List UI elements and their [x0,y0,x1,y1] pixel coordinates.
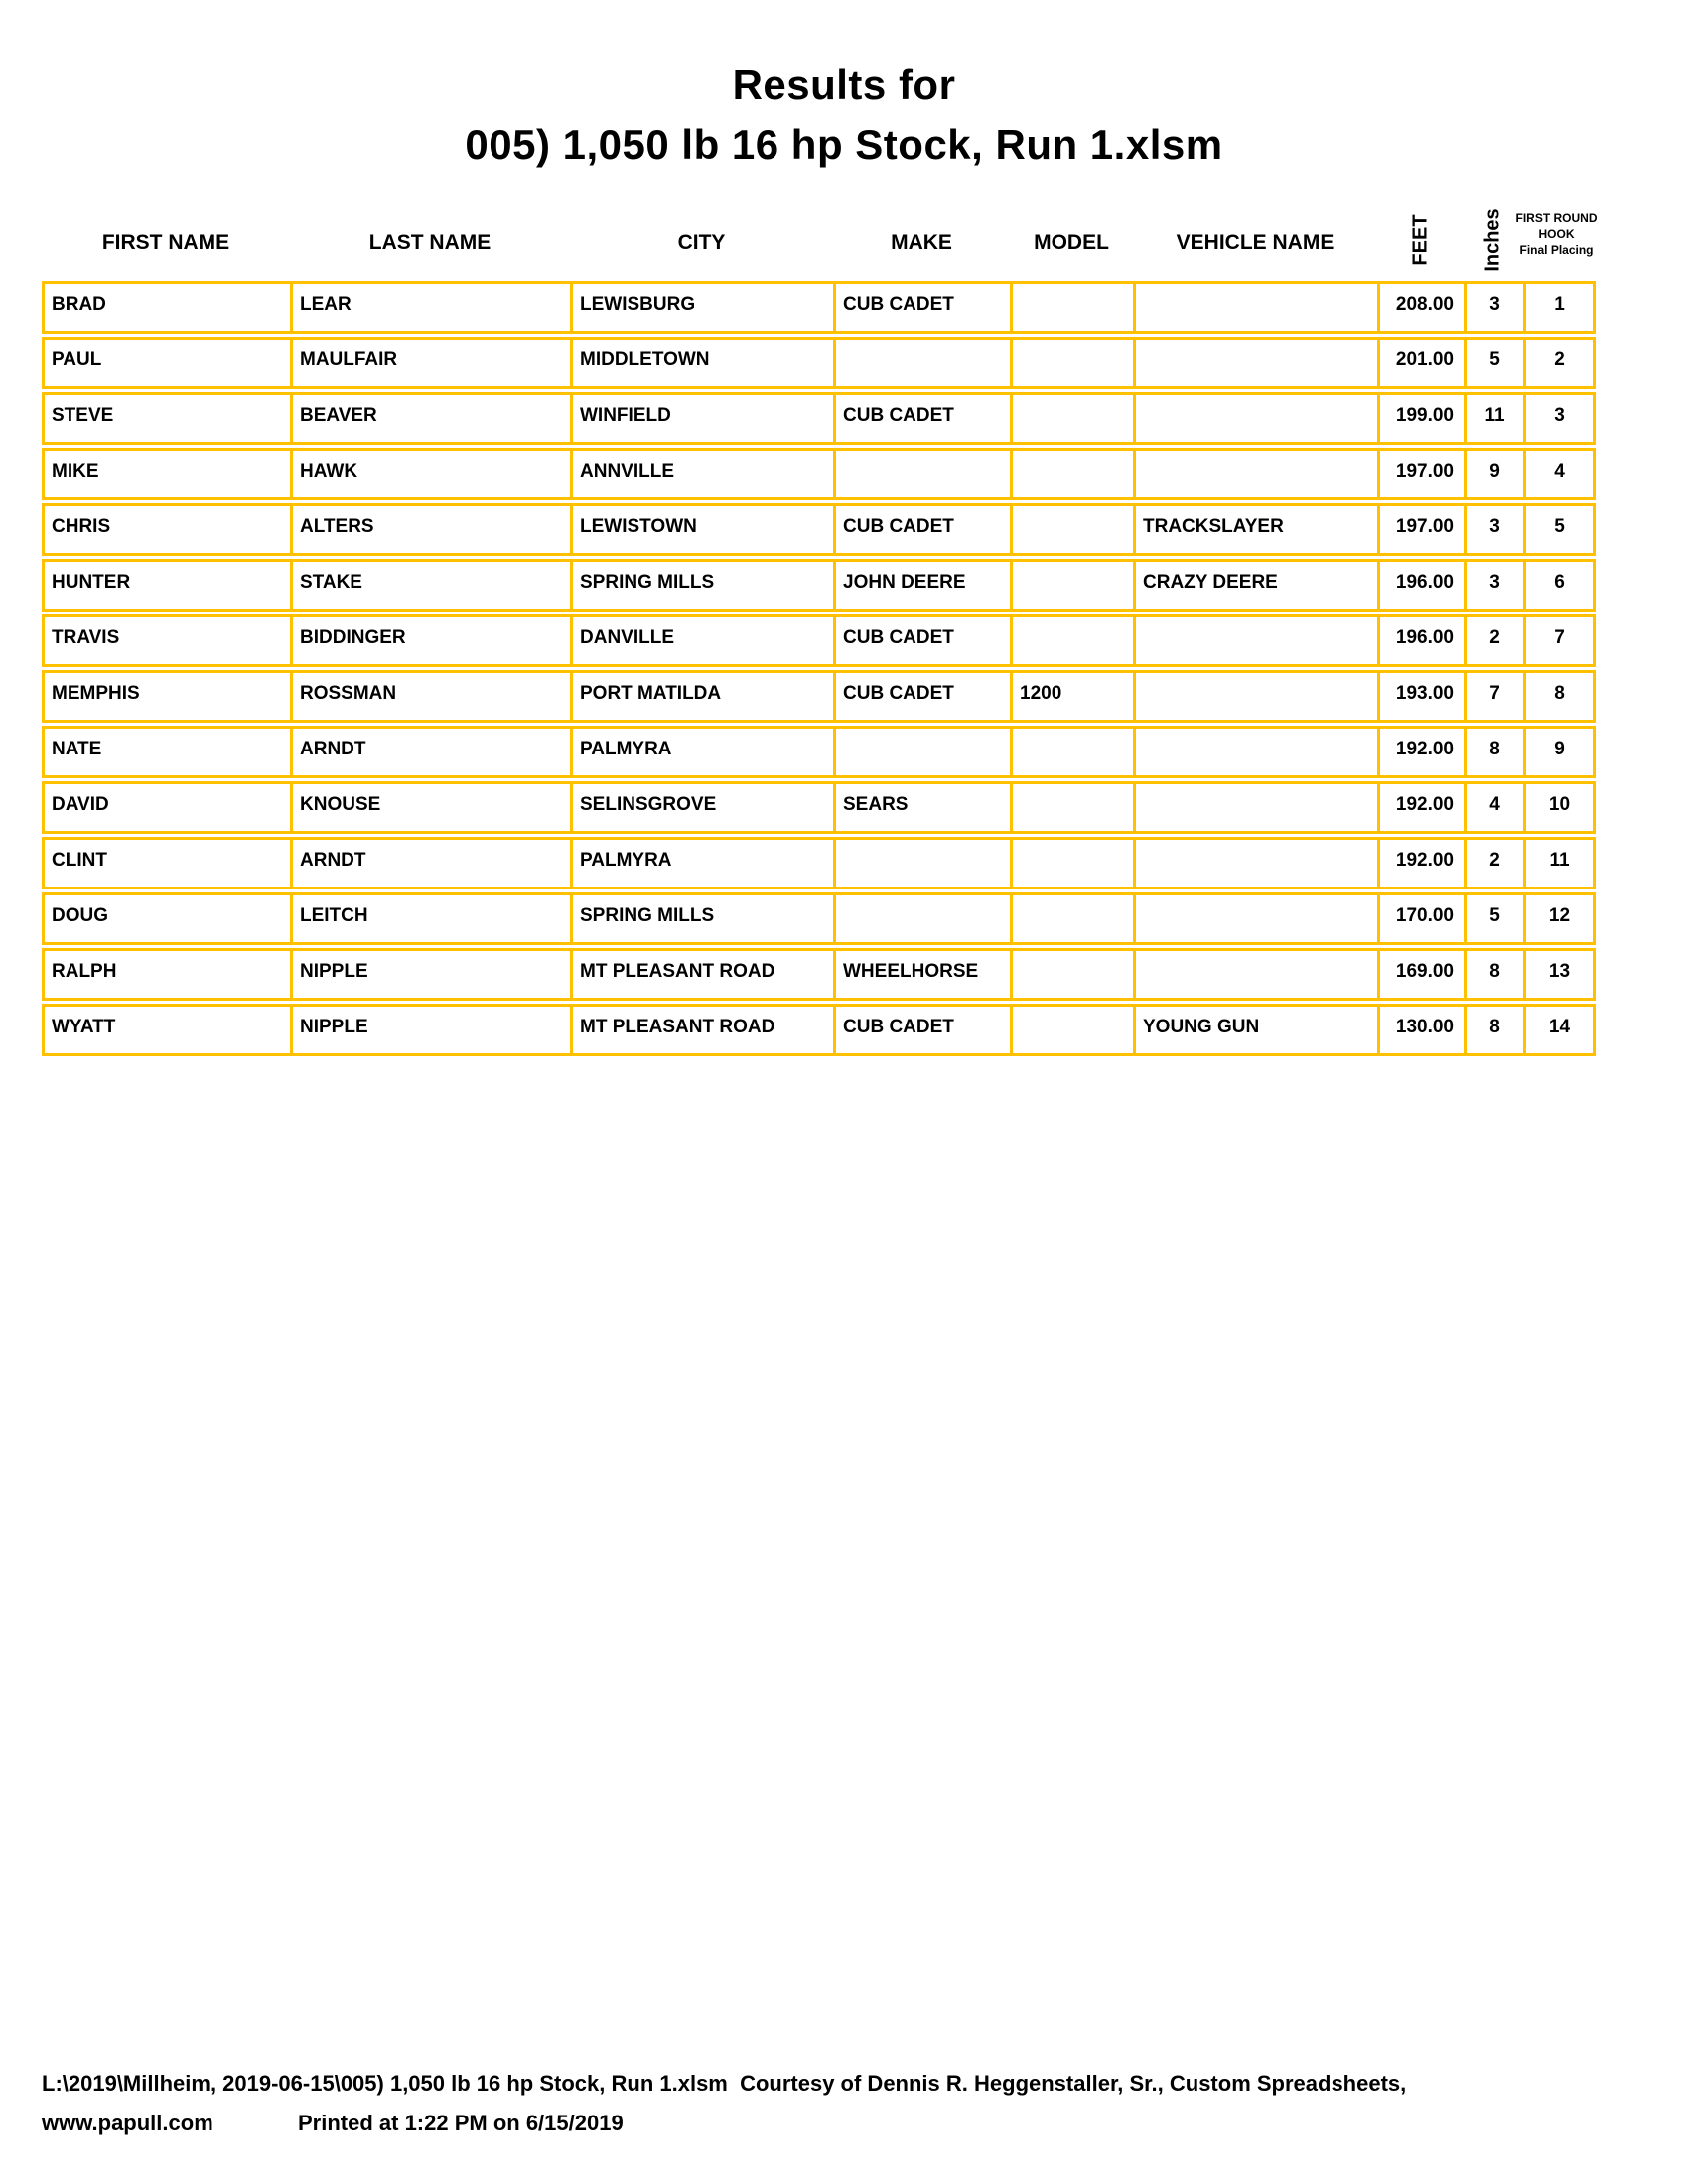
column-header-label-make: MAKE [891,231,952,254]
column-header-inches [1464,199,1523,281]
page-title: Results for [732,62,956,108]
table-row [42,726,1596,778]
cell-model [1013,729,1136,775]
table-row [42,392,1596,445]
cell-feet: 196.00 [1380,562,1467,609]
cell-inches: 9 [1467,451,1526,497]
cell-city: PALMYRA [573,729,836,775]
cell-vehicle-name [1136,840,1380,887]
cell-make: WHEELHORSE [836,951,1013,998]
table-row [42,559,1596,612]
cell-city: SPRING MILLS [573,895,836,942]
cell-inches: 4 [1467,784,1526,831]
cell-vehicle-name [1136,729,1380,775]
cell-placing: 12 [1548,905,1571,926]
cell-first-name: HUNTER [45,562,293,609]
cell-make [836,451,1013,497]
cell-model [1013,340,1136,386]
cell-placing: 13 [1548,961,1571,982]
table-row [42,1004,1596,1056]
cell-model [1013,562,1136,609]
column-header-label-placing [1516,210,1598,258]
cell-last-name: ARNDT [293,840,573,887]
table-header-row [42,199,1596,281]
cell-first-name: CLINT [45,840,293,887]
cell-placing: 11 [1549,850,1570,871]
cell-city: WINFIELD [573,395,836,442]
cell-make: CUB CADET [836,395,1013,442]
column-header-label-feet: FEET [1409,213,1431,266]
cell-inches: 3 [1467,562,1526,609]
cell-inches: 11 [1467,395,1526,442]
table-row [42,781,1596,834]
cell-last-name: BEAVER [293,395,573,442]
cell-vehicle-name [1136,895,1380,942]
cell-vehicle-name [1136,951,1380,998]
cell-last-name: ARNDT [293,729,573,775]
cell-feet: 192.00 [1380,729,1467,775]
cell-city: PALMYRA [573,840,836,887]
cell-first-name: RALPH [45,951,293,998]
cell-model [1013,284,1136,331]
cell-model: 1200 [1013,673,1136,720]
cell-make [836,340,1013,386]
cell-vehicle-name [1136,395,1380,442]
table-row [42,503,1596,556]
column-header-vehicle-name [1133,199,1377,281]
cell-placing: 9 [1554,739,1565,759]
column-header-label-vehicle-name: VEHICLE NAME [1176,231,1335,254]
cell-placing: 2 [1554,349,1565,370]
cell-city: SPRING MILLS [573,562,836,609]
cell-city: PORT MATILDA [573,673,836,720]
cell-vehicle-name [1136,673,1380,720]
placing-header-line2: HOOK [1538,227,1575,241]
column-header-label-model: MODEL [1034,231,1109,254]
cell-placing: 1 [1554,294,1565,315]
cell-make [836,840,1013,887]
cell-inches: 2 [1467,617,1526,664]
cell-model [1013,617,1136,664]
column-header-placing [1515,199,1598,281]
cell-first-name: TRAVIS [45,617,293,664]
cell-feet: 192.00 [1380,784,1467,831]
cell-inches: 2 [1467,840,1526,887]
table-row [42,837,1596,889]
cell-inches: 3 [1467,284,1526,331]
cell-last-name: BIDDINGER [293,617,573,664]
cell-vehicle-name: TRACKSLAYER [1136,506,1380,553]
cell-city: SELINSGROVE [573,784,836,831]
cell-model [1013,840,1136,887]
cell-feet: 197.00 [1380,506,1467,553]
cell-last-name: NIPPLE [293,951,573,998]
cell-last-name: KNOUSE [293,784,573,831]
cell-inches: 8 [1467,1007,1526,1053]
cell-make: SEARS [836,784,1013,831]
cell-city: MT PLEASANT ROAD [573,1007,836,1053]
table-row [42,281,1596,334]
cell-last-name: ALTERS [293,506,573,553]
cell-model [1013,451,1136,497]
cell-vehicle-name: YOUNG GUN [1136,1007,1380,1053]
cell-first-name: DAVID [45,784,293,831]
cell-feet: 130.00 [1380,1007,1467,1053]
cell-placing: 8 [1554,683,1565,704]
cell-model [1013,395,1136,442]
cell-last-name: HAWK [293,451,573,497]
cell-first-name: PAUL [45,340,293,386]
cell-feet: 197.00 [1380,451,1467,497]
cell-vehicle-name [1136,784,1380,831]
table-row [42,337,1596,389]
table-row [42,948,1596,1001]
cell-model [1013,1007,1136,1053]
cell-placing: 3 [1554,405,1565,426]
column-header-last-name [290,199,570,281]
column-header-label-last-name: LAST NAME [368,231,492,254]
page-subtitle: 005) 1,050 lb 16 hp Stock, Run 1.xlsm [465,121,1223,168]
cell-inches: 5 [1467,340,1526,386]
cell-model [1013,506,1136,553]
column-header-city [570,199,833,281]
cell-last-name: LEITCH [293,895,573,942]
cell-inches: 8 [1467,729,1526,775]
cell-placing: 5 [1554,516,1565,537]
cell-model [1013,784,1136,831]
cell-feet: 193.00 [1380,673,1467,720]
placing-header-line1: FIRST ROUND [1515,211,1598,225]
cell-first-name: WYATT [45,1007,293,1053]
cell-model [1013,951,1136,998]
cell-city: MIDDLETOWN [573,340,836,386]
footer-printed-at: Printed at 1:22 PM on 6/15/2019 [298,2111,624,2135]
cell-first-name: MEMPHIS [45,673,293,720]
cell-vehicle-name [1136,284,1380,331]
cell-feet: 169.00 [1380,951,1467,998]
cell-first-name: MIKE [45,451,293,497]
cell-vehicle-name [1136,451,1380,497]
cell-inches: 7 [1467,673,1526,720]
cell-make: CUB CADET [836,284,1013,331]
cell-feet: 199.00 [1380,395,1467,442]
cell-make: CUB CADET [836,506,1013,553]
cell-city: MT PLEASANT ROAD [573,951,836,998]
cell-city: DANVILLE [573,617,836,664]
cell-placing: 4 [1554,461,1565,481]
cell-last-name: STAKE [293,562,573,609]
cell-placing: 7 [1554,627,1565,648]
cell-make: CUB CADET [836,1007,1013,1053]
cell-feet: 192.00 [1380,840,1467,887]
cell-first-name: BRAD [45,284,293,331]
cell-city: LEWISTOWN [573,506,836,553]
cell-placing: 6 [1554,572,1565,593]
column-header-label-inches: Inches [1481,207,1504,272]
cell-make [836,895,1013,942]
cell-last-name: LEAR [293,284,573,331]
cell-first-name: NATE [45,729,293,775]
cell-last-name: NIPPLE [293,1007,573,1053]
cell-vehicle-name: CRAZY DEERE [1136,562,1380,609]
cell-city: LEWISBURG [573,284,836,331]
results-table [42,281,1596,1059]
placing-header-line3: Final Placing [1519,243,1594,257]
cell-inches: 8 [1467,951,1526,998]
table-row [42,670,1596,723]
cell-first-name: DOUG [45,895,293,942]
cell-feet: 201.00 [1380,340,1467,386]
column-header-first-name [42,199,290,281]
cell-model [1013,895,1136,942]
cell-first-name: STEVE [45,395,293,442]
cell-inches: 5 [1467,895,1526,942]
cell-vehicle-name [1136,340,1380,386]
cell-make: CUB CADET [836,617,1013,664]
column-header-make [833,199,1010,281]
cell-last-name: ROSSMAN [293,673,573,720]
cell-inches: 3 [1467,506,1526,553]
cell-placing: 14 [1548,1017,1571,1037]
cell-make: JOHN DEERE [836,562,1013,609]
column-header-label-first-name: FIRST NAME [101,231,230,254]
footer-file-path: L:\2019\Millheim, 2019-06-15\005) 1,050 lb 16 hp Stock, Run 1.xlsm Courtesy of Dennis R. Heggenstaller, Sr., Custom Spreadsheets, [42,2071,1407,2096]
cell-make: CUB CADET [836,673,1013,720]
cell-last-name: MAULFAIR [293,340,573,386]
cell-feet: 208.00 [1380,284,1467,331]
cell-city: ANNVILLE [573,451,836,497]
cell-feet: 196.00 [1380,617,1467,664]
cell-vehicle-name [1136,617,1380,664]
table-row [42,448,1596,500]
cell-placing: 10 [1548,794,1571,815]
footer-website: www.papull.com [42,2111,213,2135]
column-header-feet [1377,199,1464,281]
cell-feet: 170.00 [1380,895,1467,942]
cell-make [836,729,1013,775]
cell-first-name: CHRIS [45,506,293,553]
table-row [42,892,1596,945]
column-header-label-city: CITY [677,231,726,254]
column-header-model [1010,199,1133,281]
table-row [42,614,1596,667]
